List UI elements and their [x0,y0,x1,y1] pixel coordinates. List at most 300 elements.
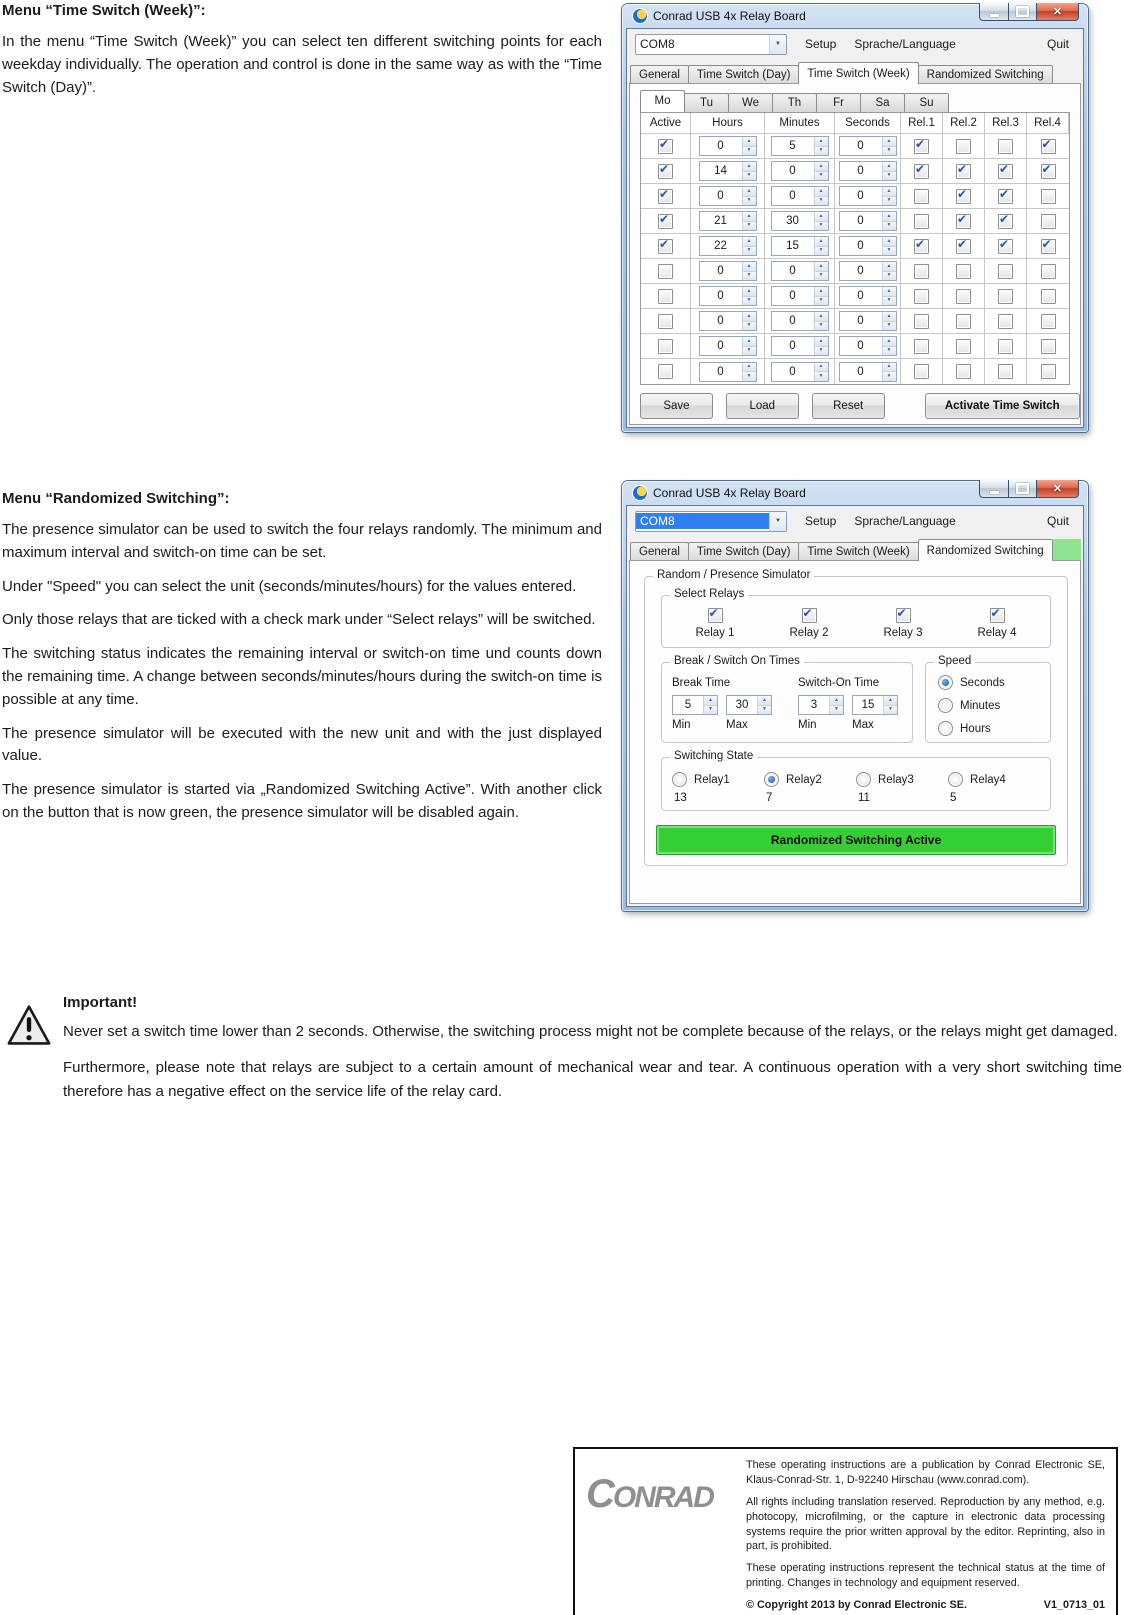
rel4-checkbox[interactable] [1041,189,1056,204]
rel4-checkbox[interactable] [1041,239,1056,254]
relay-state-label: Relay2 [786,773,822,786]
minutes-spinner[interactable] [771,161,829,181]
minutes-spinner[interactable] [771,186,829,206]
active-checkbox[interactable] [658,164,673,179]
spin-up-icon[interactable]: ▲ [883,312,896,321]
spin-up-icon[interactable]: ▲ [883,187,896,196]
spin-down-icon[interactable]: ▼ [883,296,896,306]
max-label: Max [852,719,874,731]
rel3-checkbox[interactable] [998,314,1013,329]
rel1-cell [901,134,943,159]
window-titlebar[interactable] [626,4,1084,28]
close-button[interactable]: ✕ [1036,480,1079,498]
reset-button[interactable]: Reset [812,393,885,419]
randomized-switching-active-button[interactable]: Randomized Switching Active [656,825,1056,855]
spin-down-icon[interactable]: ▼ [815,371,828,381]
column-header: Rel.4 [1027,113,1069,134]
rel3-checkbox[interactable] [998,239,1013,254]
rel2-checkbox[interactable] [956,314,971,329]
tab[interactable]: Time Switch (Week) [798,542,918,561]
radio-button[interactable] [938,721,953,736]
switch-on-min-value: 3 [810,699,818,711]
hours-value: 0 [717,140,724,152]
relay-countdown-value: 11 [858,792,870,804]
spin-up-icon[interactable]: ▲ [883,337,896,346]
hours-value: 22 [714,240,727,252]
hours-value: 0 [717,190,724,202]
tab[interactable]: Time Switch (Day) [688,542,800,561]
weekday-tab[interactable]: Fr [816,93,861,112]
spin-down-icon[interactable]: ▼ [704,705,717,715]
spin-down-icon[interactable]: ▼ [883,321,896,331]
table-row [641,309,1069,334]
spin-up-icon[interactable]: ▲ [743,312,756,321]
hours-cell [691,334,765,359]
spin-up-icon[interactable]: ▲ [830,696,843,705]
active-checkbox[interactable] [658,139,673,154]
spin-up-icon[interactable]: ▲ [743,187,756,196]
seconds-spinner[interactable] [839,211,897,231]
hours-spinner[interactable] [699,211,757,231]
tab[interactable]: Randomized Switching [918,539,1053,561]
seconds-cell [835,259,901,284]
relay-state-radio[interactable] [764,772,779,787]
menu-language[interactable]: Sprache/Language [854,514,956,528]
spin-up-icon[interactable]: ▲ [815,363,828,372]
section-paragraph: In the menu “Time Switch (Week)” you can select ten different switching points for each weekday individually. The operation and control is done in the same way as with the “Time Switch (Day)”. [2,33,602,96]
minutes-cell [765,184,835,209]
rel3-cell [985,259,1027,284]
spin-up-icon[interactable]: ▲ [743,363,756,372]
save-button[interactable]: Save [640,393,713,419]
rel2-checkbox[interactable] [956,339,971,354]
switch-on-max-spinner[interactable] [852,695,898,715]
spin-down-icon[interactable]: ▼ [815,321,828,331]
spin-down-icon[interactable]: ▼ [743,146,756,156]
table-row [641,334,1069,359]
rel2-cell [943,234,985,259]
rel2-cell [943,309,985,334]
minutes-cell [765,334,835,359]
rel3-checkbox[interactable] [998,164,1013,179]
active-checkbox[interactable] [658,289,673,304]
rel1-checkbox[interactable] [914,314,929,329]
seconds-spinner[interactable] [839,286,897,306]
spinner-buttons [742,237,756,255]
hours-value: 0 [717,340,724,352]
spin-down-icon[interactable]: ▼ [743,371,756,381]
hours-spinner[interactable] [699,362,757,382]
spin-down-icon[interactable]: ▼ [815,271,828,281]
relay-state-label: Relay3 [878,773,914,786]
spin-up-icon[interactable]: ▲ [743,262,756,271]
active-checkbox[interactable] [658,364,673,379]
seconds-spinner[interactable] [839,336,897,356]
minutes-spinner[interactable] [771,211,829,231]
speed-option[interactable] [938,698,1044,713]
spin-up-icon[interactable]: ▲ [743,137,756,146]
maximize-icon [1016,6,1029,17]
spin-up-icon[interactable]: ▲ [815,312,828,321]
hours-spinner[interactable] [699,161,757,181]
active-cell [641,159,691,184]
relay-checkbox[interactable] [802,608,817,623]
column-header: Rel.3 [985,113,1027,134]
seconds-spinner[interactable] [839,261,897,281]
hours-value: 0 [717,365,724,378]
relay-state-radio[interactable] [948,772,963,787]
window-title: Conrad USB 4x Relay Board [653,486,806,500]
active-checkbox[interactable] [658,189,673,204]
spin-down-icon[interactable]: ▼ [883,346,896,356]
window-randomized-switching [622,481,1088,911]
spin-down-icon[interactable]: ▼ [883,171,896,181]
minutes-value: 0 [789,290,796,302]
active-cell [641,184,691,209]
rel4-checkbox[interactable] [1041,214,1056,229]
hours-cell [691,184,765,209]
publisher-paragraph: These operating instructions are a publication by Conrad Electronic SE, Klaus-Conrad-Str. 1, D-92240 Hirschau (www.conrad.com). [746,1459,1105,1486]
weekday-tab[interactable]: Mo [640,90,685,112]
spin-up-icon[interactable]: ▲ [815,262,828,271]
rel3-checkbox[interactable] [998,214,1013,229]
tab[interactable]: General [630,65,689,84]
spin-down-icon[interactable]: ▼ [743,296,756,306]
randomized-active-indicator [1053,539,1081,561]
seconds-spinner[interactable] [839,362,897,382]
rel3-checkbox[interactable] [998,339,1013,354]
seconds-cell [835,134,901,159]
spin-down-icon[interactable]: ▼ [883,196,896,206]
spin-up-icon[interactable]: ▲ [743,162,756,171]
column-header: Minutes [765,113,835,134]
switch-points-table [640,112,1070,385]
hours-spinner[interactable] [699,311,757,331]
active-cell [641,209,691,234]
hours-value: 0 [717,315,724,327]
spin-up-icon[interactable]: ▲ [815,162,828,171]
seconds-spinner[interactable] [839,161,897,181]
rel3-checkbox[interactable] [998,364,1013,379]
rel4-checkbox[interactable] [1041,314,1056,329]
rel4-checkbox[interactable] [1041,164,1056,179]
spin-up-icon[interactable]: ▲ [883,363,896,372]
section-paragraph: The switching status indicates the remaining interval or switch-on time und counts down the remaining time. A change between seconds/minutes/hours during the switch-on time is possible at any time. [2,645,602,708]
switching-state-item [764,772,856,804]
menu-language[interactable]: Sprache/Language [854,37,956,51]
tab[interactable]: General [630,542,689,561]
spin-up-icon[interactable]: ▲ [815,212,828,221]
minutes-spinner[interactable] [771,336,829,356]
switching-state-item [672,772,764,804]
rel2-checkbox[interactable] [956,289,971,304]
conrad-logo [586,1458,732,1613]
hours-spinner[interactable] [699,136,757,156]
tab-strip [627,59,1083,84]
rel4-checkbox[interactable] [1041,139,1056,154]
conrad-logo-text: CONRAD [586,1472,713,1516]
rel2-cell [943,284,985,309]
menu-quit[interactable]: Quit [1046,514,1069,528]
spin-down-icon[interactable]: ▼ [883,271,896,281]
rel3-checkbox[interactable] [998,264,1013,279]
active-checkbox[interactable] [658,239,673,254]
relay-countdown-value: 7 [766,792,773,804]
spin-up-icon[interactable]: ▲ [883,162,896,171]
minutes-cell [765,309,835,334]
seconds-spinner[interactable] [839,136,897,156]
table-row [641,209,1069,234]
relay-select-item [668,608,762,639]
relay-label: Relay 4 [977,627,1017,639]
rel4-checkbox[interactable] [1041,339,1056,354]
relay-state-radio[interactable] [856,772,871,787]
spin-up-icon[interactable]: ▲ [743,237,756,246]
rel2-checkbox[interactable] [956,239,971,254]
radio-button[interactable] [938,675,953,690]
hours-spinner[interactable] [699,286,757,306]
section-paragraph: The presence simulator can be used to switch the four relays randomly. The minimum and maximum interval and switch-on time can be set. [2,521,602,561]
minutes-spinner[interactable] [771,236,829,256]
spin-down-icon[interactable]: ▼ [743,171,756,181]
rel2-checkbox[interactable] [956,139,971,154]
spin-up-icon[interactable]: ▲ [883,137,896,146]
close-button[interactable]: ✕ [1036,3,1079,21]
hours-value: 14 [714,165,727,177]
relay-state-label: Relay1 [694,773,730,786]
spinner-buttons [814,312,828,330]
seconds-value: 0 [857,365,864,378]
spin-down-icon[interactable]: ▼ [884,705,897,715]
hours-spinner[interactable] [699,336,757,356]
rel1-checkbox[interactable] [914,139,929,154]
seconds-cell [835,184,901,209]
warning-triangle-icon [6,1004,52,1046]
seconds-value: 0 [857,140,864,152]
break-max-spinner[interactable] [726,695,772,715]
spin-down-icon[interactable]: ▼ [883,371,896,381]
spin-down-icon[interactable]: ▼ [883,246,896,256]
tab[interactable]: Randomized Switching [918,65,1053,84]
active-checkbox[interactable] [658,264,673,279]
spin-up-icon[interactable]: ▲ [758,696,771,705]
minutes-cell [765,359,835,384]
com-port-select[interactable] [635,511,787,532]
rel3-cell [985,284,1027,309]
speed-option[interactable] [938,675,1044,690]
spin-down-icon[interactable]: ▼ [743,271,756,281]
spin-up-icon[interactable]: ▲ [704,696,717,705]
seconds-spinner[interactable] [839,186,897,206]
section-paragraph: Under "Speed" you can select the unit (seconds/minutes/hours) for the values entered. [2,577,577,595]
break-time-block [672,677,772,734]
minutes-spinner[interactable] [771,362,829,382]
minutes-spinner[interactable] [771,286,829,306]
spin-up-icon[interactable]: ▲ [815,237,828,246]
menu-bar [627,506,1083,536]
seconds-cell [835,334,901,359]
spin-up-icon[interactable]: ▲ [883,212,896,221]
relay-checkbox[interactable] [990,608,1005,623]
maximize-button[interactable] [1008,480,1036,498]
rel4-cell [1027,359,1069,384]
rel1-checkbox[interactable] [914,164,929,179]
spin-up-icon[interactable]: ▲ [743,212,756,221]
spin-up-icon[interactable]: ▲ [743,337,756,346]
weekday-tab[interactable]: Tu [684,93,729,112]
spinner-buttons [814,262,828,280]
spin-up-icon[interactable]: ▲ [815,137,828,146]
speed-option-label: Seconds [960,676,1005,689]
relay-select-item [762,608,856,639]
spin-down-icon[interactable]: ▼ [743,196,756,206]
relay-label: Relay 1 [695,627,735,639]
spin-down-icon[interactable]: ▼ [743,221,756,231]
rel2-checkbox[interactable] [956,264,971,279]
relay-select-item [856,608,950,639]
group-label: Switching State [670,750,757,762]
rel3-checkbox[interactable] [998,139,1013,154]
window-titlebar[interactable] [626,481,1084,505]
minimize-button[interactable] [979,480,1008,498]
relay-countdown-value: 13 [674,792,687,804]
load-button[interactable]: Load [726,393,799,419]
weekday-tab[interactable]: Su [904,93,949,112]
rel1-cell [901,284,943,309]
minimize-icon [990,491,999,494]
spin-down-icon[interactable]: ▼ [883,146,896,156]
relay-state-radio[interactable] [672,772,687,787]
active-cell [641,334,691,359]
relay-checkbox[interactable] [896,608,911,623]
weekday-tab[interactable]: Th [772,93,817,112]
rel4-checkbox[interactable] [1041,264,1056,279]
minutes-spinner[interactable] [771,136,829,156]
spin-up-icon[interactable]: ▲ [883,237,896,246]
copyright-text: © Copyright 2013 by Conrad Electronic SE. [746,1599,967,1612]
active-checkbox[interactable] [658,314,673,329]
spin-up-icon[interactable]: ▲ [884,696,897,705]
spin-up-icon[interactable]: ▲ [815,287,828,296]
break-min-spinner[interactable] [672,695,718,715]
switch-on-min-spinner[interactable] [798,695,844,715]
table-row [641,159,1069,184]
window-title: Conrad USB 4x Relay Board [653,9,806,23]
rel1-checkbox[interactable] [914,339,929,354]
radio-button[interactable] [938,698,953,713]
spin-down-icon[interactable]: ▼ [758,705,771,715]
publisher-paragraph: These operating instructions represent the technical status at the time of printing. Changes in technology and equipment reserved. [746,1562,1105,1590]
minutes-spinner[interactable] [771,311,829,331]
spinner-buttons [882,212,896,230]
rel4-checkbox[interactable] [1041,289,1056,304]
rel4-cell [1027,159,1069,184]
rel1-checkbox[interactable] [914,214,929,229]
tab[interactable]: Time Switch (Week) [798,62,918,84]
hours-spinner[interactable] [699,261,757,281]
rel1-checkbox[interactable] [914,289,929,304]
spin-down-icon[interactable]: ▼ [815,296,828,306]
spin-up-icon[interactable]: ▲ [883,262,896,271]
minutes-cell [765,159,835,184]
spin-down-icon[interactable]: ▼ [743,346,756,356]
hours-spinner[interactable] [699,236,757,256]
spin-up-icon[interactable]: ▲ [815,187,828,196]
menu-setup[interactable]: Setup [805,37,837,51]
spin-down-icon[interactable]: ▼ [830,705,843,715]
spinner-buttons [742,363,756,381]
spin-down-icon[interactable]: ▼ [815,221,828,231]
rel1-cell [901,259,943,284]
spin-up-icon[interactable]: ▲ [883,287,896,296]
spin-down-icon[interactable]: ▼ [815,346,828,356]
dropdown-arrow-icon[interactable]: ▼ [769,512,786,531]
active-checkbox[interactable] [658,339,673,354]
spinner-buttons [882,237,896,255]
minimize-button[interactable] [979,3,1008,21]
rel2-checkbox[interactable] [956,189,971,204]
hours-spinner[interactable] [699,186,757,206]
rel1-checkbox[interactable] [914,189,929,204]
column-header: Rel.2 [943,113,985,134]
active-checkbox[interactable] [658,214,673,229]
tab[interactable]: Time Switch (Day) [688,65,800,84]
rel2-checkbox[interactable] [956,164,971,179]
seconds-spinner[interactable] [839,236,897,256]
menu-setup[interactable]: Setup [805,514,837,528]
seconds-cell [835,209,901,234]
speed-option[interactable] [938,721,1044,736]
seconds-spinner[interactable] [839,311,897,331]
spin-down-icon[interactable]: ▼ [815,171,828,181]
weekday-tab[interactable]: We [728,93,773,112]
spin-down-icon[interactable]: ▼ [815,196,828,206]
relay-checkbox[interactable] [708,608,723,623]
activate-time-switch-button[interactable]: Activate Time Switch [925,393,1080,419]
dropdown-arrow-icon[interactable]: ▼ [769,35,786,54]
rel2-checkbox[interactable] [956,214,971,229]
spin-down-icon[interactable]: ▼ [743,321,756,331]
spin-down-icon[interactable]: ▼ [815,246,828,256]
rel2-cell [943,359,985,384]
maximize-button[interactable] [1008,3,1036,21]
rel1-checkbox[interactable] [914,264,929,279]
active-cell [641,309,691,334]
rel1-checkbox[interactable] [914,364,929,379]
minutes-spinner[interactable] [771,261,829,281]
menu-quit[interactable]: Quit [1046,37,1069,51]
spinner-buttons [742,137,756,155]
rel2-checkbox[interactable] [956,364,971,379]
com-port-value: COM8 [640,37,675,51]
seconds-value: 0 [857,165,864,177]
window-body [626,28,1084,428]
rel3-checkbox[interactable] [998,189,1013,204]
weekday-tab[interactable]: Sa [860,93,905,112]
spin-up-icon[interactable]: ▲ [743,287,756,296]
spin-down-icon[interactable]: ▼ [743,246,756,256]
app-icon [633,486,647,500]
com-port-select[interactable] [635,34,787,55]
rel3-cell [985,309,1027,334]
rel3-checkbox[interactable] [998,289,1013,304]
spin-up-icon[interactable]: ▲ [815,337,828,346]
spin-down-icon[interactable]: ▼ [883,221,896,231]
rel4-checkbox[interactable] [1041,364,1056,379]
rel1-checkbox[interactable] [914,239,929,254]
spin-down-icon[interactable]: ▼ [815,146,828,156]
section-heading: Menu “Randomized Switching”: [2,490,230,507]
